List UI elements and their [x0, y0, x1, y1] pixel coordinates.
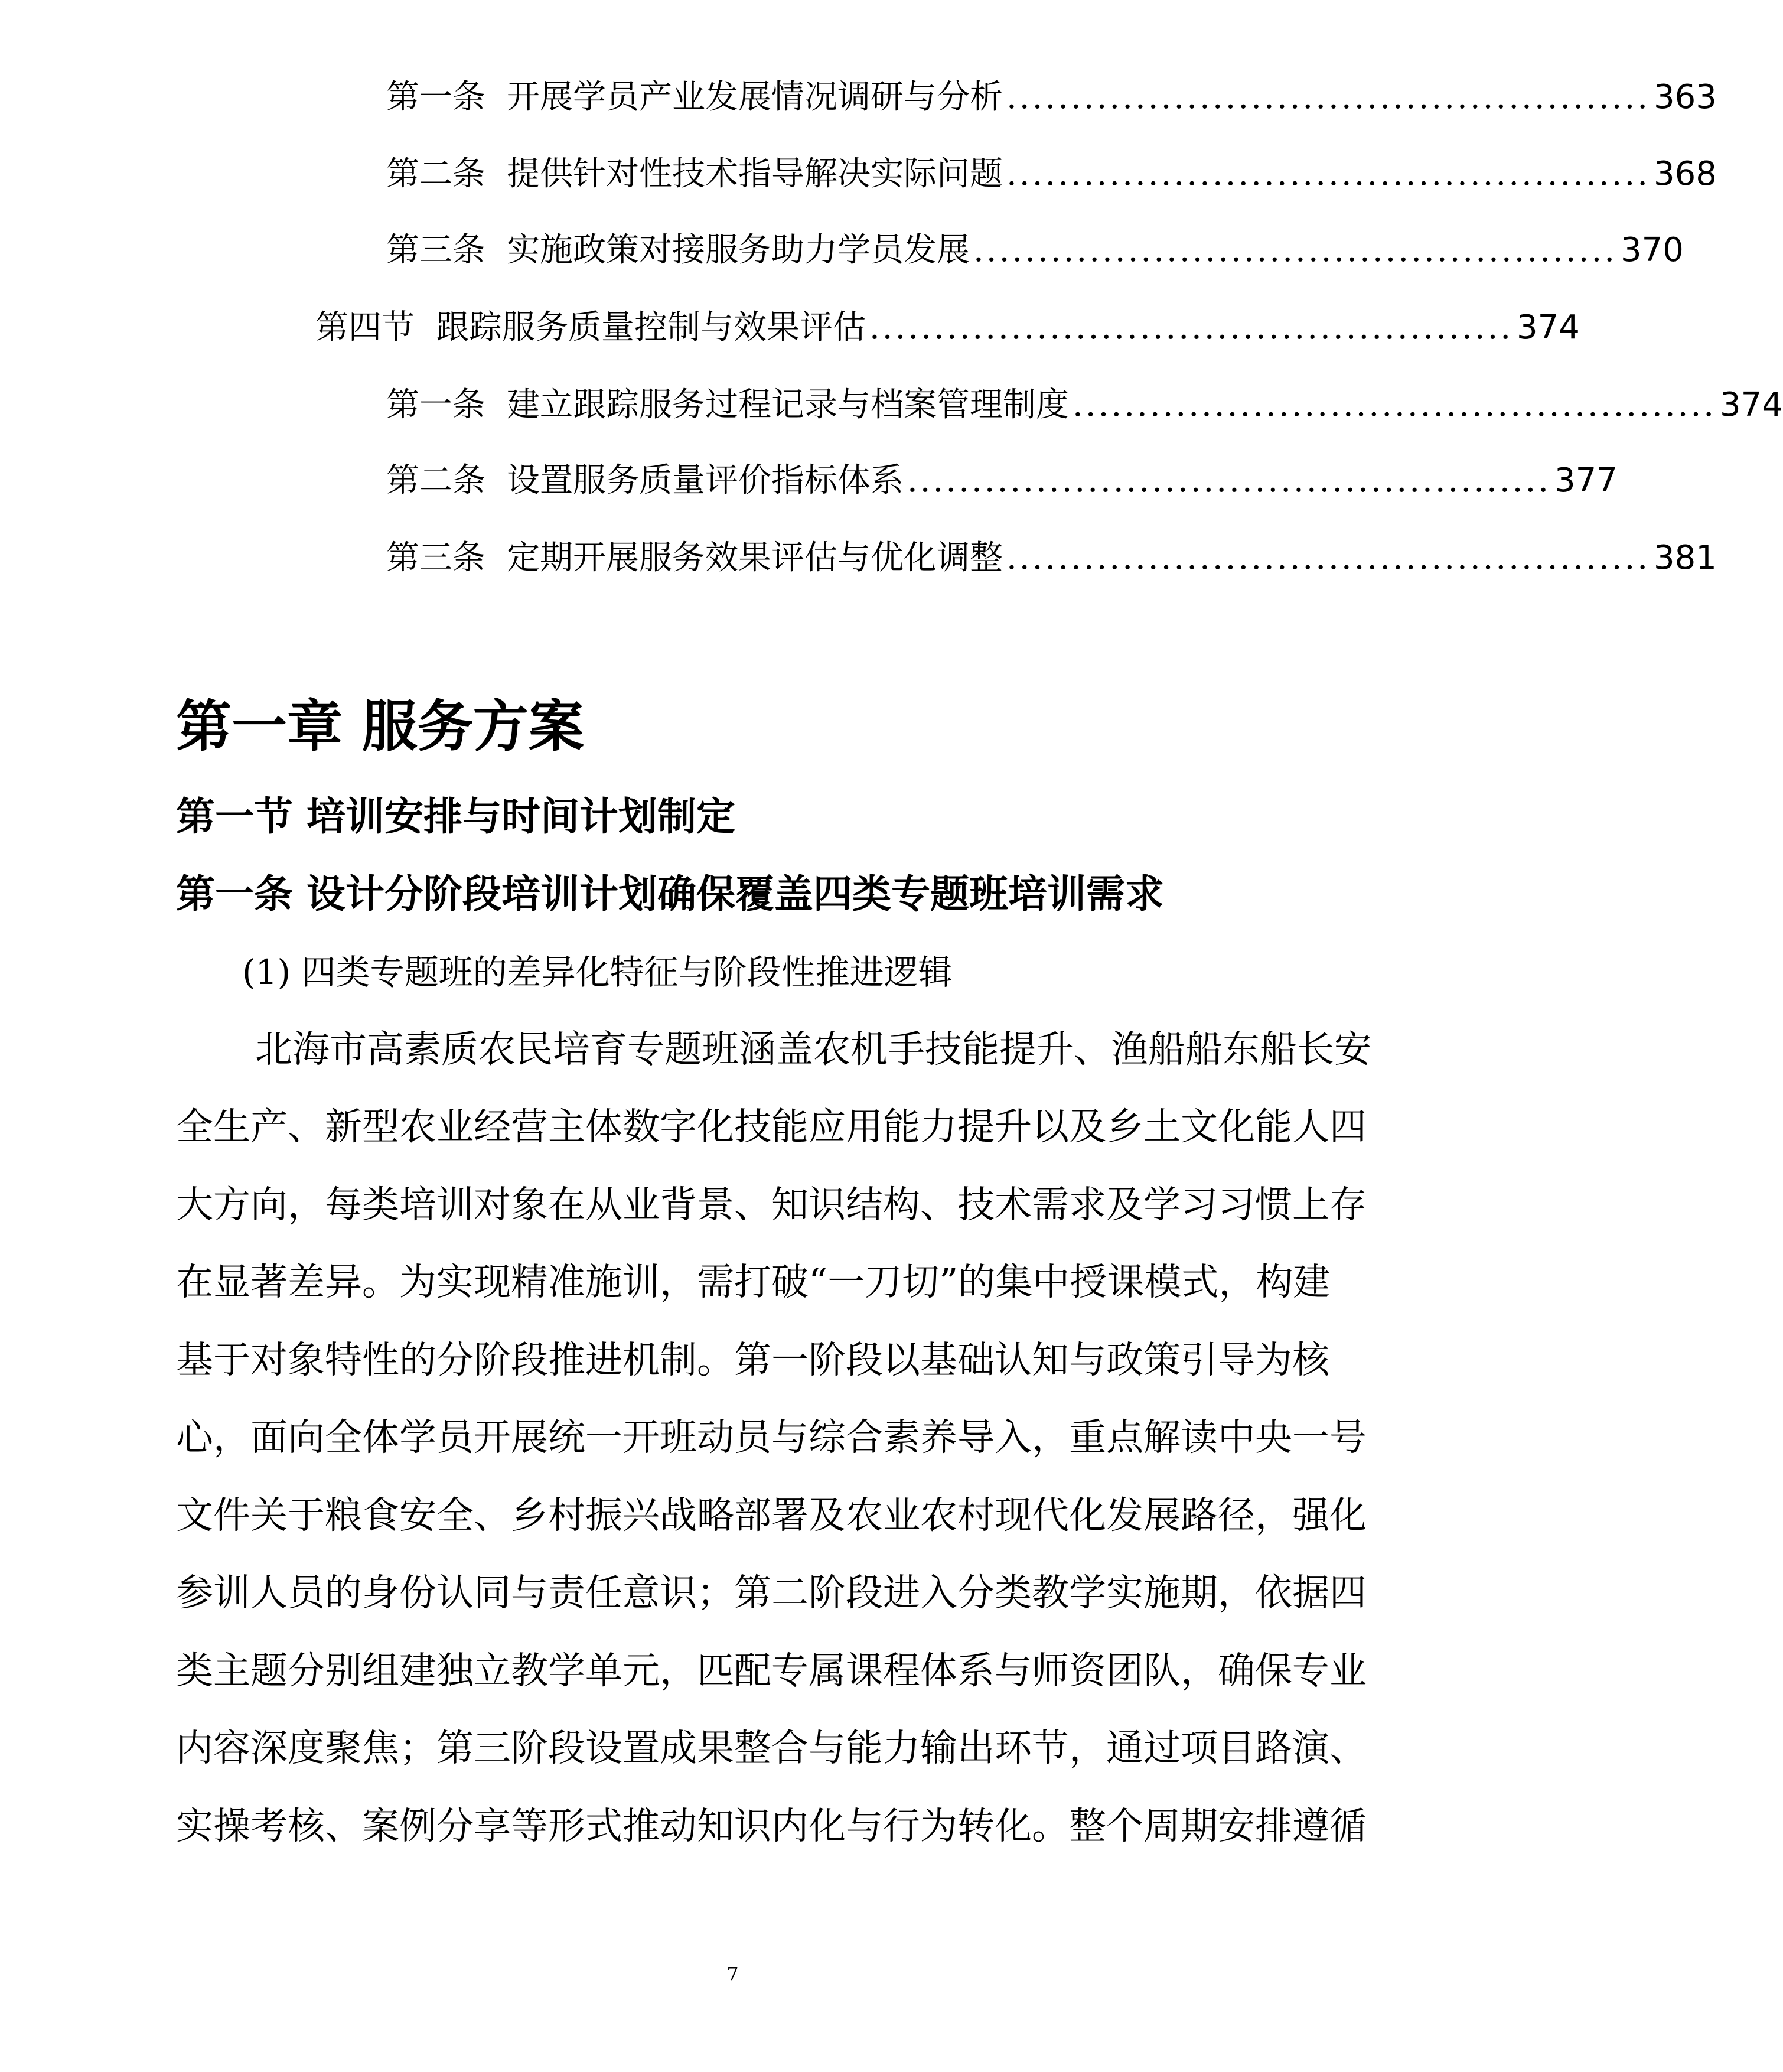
- subheading: (1) 四类专题班的差异化特征与阶段性推进逻辑: [242, 952, 953, 992]
- toc-page: 374: [1517, 308, 1580, 347]
- toc-label: 第二条: [386, 155, 485, 193]
- toc-page: 363: [1654, 78, 1717, 116]
- toc-entry[interactable]: [315, 304, 1580, 351]
- toc-label: 第三条: [386, 539, 485, 577]
- toc-title: 实施政策对接服务助力学员发展: [507, 231, 970, 269]
- section-title: 第一节 培训安排与时间计划制定: [176, 793, 735, 839]
- toc-title: 提供针对性技术指导解决实际问题: [507, 155, 1003, 193]
- toc-leader: ..................................................: [1006, 78, 1651, 116]
- chapter-title: 第一章 服务方案: [176, 694, 584, 759]
- toc-leader: ..................................................: [1006, 539, 1651, 577]
- body-line: 实操考核、案例分享等形式推动知识内化与行为转化。整个周期安排遵循: [176, 1804, 1367, 1848]
- body-line: 在显著差异。为实现精准施训，需打破“一刀切”的集中授课模式，构建: [176, 1260, 1331, 1304]
- toc-page: 381: [1654, 539, 1717, 577]
- toc-leader: ..................................................: [907, 461, 1551, 500]
- toc-label: 第三条: [386, 231, 485, 269]
- article-title: 第一条 设计分阶段培训计划确保覆盖四类专题班培训需求: [176, 871, 1164, 917]
- toc-page: 368: [1654, 155, 1717, 193]
- toc-title: 设置服务质量评价指标体系: [507, 461, 904, 500]
- toc-entry[interactable]: [386, 382, 1783, 429]
- toc-title: 跟踪服务质量控制与效果评估: [436, 308, 866, 347]
- toc-label: 第一条: [386, 78, 485, 116]
- body-line: 内容深度聚焦；第三阶段设置成果整合与能力输出环节，通过项目路演、: [176, 1726, 1367, 1770]
- toc-title: 建立跟踪服务过程记录与档案管理制度: [507, 386, 1069, 424]
- body-line: 文件关于粮食安全、乡村振兴战略部署及农业农村现代化发展路径，强化: [176, 1494, 1367, 1537]
- toc-entry[interactable]: [386, 457, 1618, 504]
- toc-page: 370: [1621, 231, 1684, 269]
- toc-title: 定期开展服务效果评估与优化调整: [507, 539, 1003, 577]
- body-line: 参训人员的身份认同与责任意识；第二阶段进入分类教学实施期，依据四: [176, 1571, 1367, 1614]
- toc-label: 第二条: [386, 461, 485, 500]
- toc-entry[interactable]: [386, 151, 1717, 198]
- toc-leader: ..................................................: [973, 231, 1618, 269]
- toc-leader: ..................................................: [1073, 386, 1717, 424]
- toc-page: 374: [1720, 386, 1783, 424]
- page-number: 7: [726, 1963, 739, 1985]
- toc-leader: ..................................................: [1006, 155, 1651, 193]
- toc-title: 开展学员产业发展情况调研与分析: [507, 78, 1003, 116]
- toc-entry[interactable]: [386, 535, 1717, 582]
- body-line: 全生产、新型农业经营主体数字化技能应用能力提升以及乡土文化能人四: [176, 1105, 1367, 1148]
- toc-entry[interactable]: [386, 74, 1717, 121]
- body-line: 北海市高素质农民培育专题班涵盖农机手技能提升、渔船船东船长安: [255, 1028, 1371, 1071]
- body-line: 基于对象特性的分阶段推进机制。第一阶段以基础认知与政策引导为核: [176, 1338, 1329, 1382]
- body-line: 类主题分别组建独立教学单元，匹配专属课程体系与师资团队，确保专业: [176, 1649, 1367, 1692]
- toc-label: 第四节: [315, 308, 415, 347]
- toc-leader: ..................................................: [869, 308, 1514, 347]
- toc-page: 377: [1554, 461, 1618, 500]
- body-line: 心，面向全体学员开展统一开班动员与综合素养导入，重点解读中央一号: [176, 1416, 1367, 1459]
- body-line: 大方向，每类培训对象在从业背景、知识结构、技术需求及学习习惯上存: [176, 1183, 1367, 1226]
- toc-entry[interactable]: [386, 227, 1684, 274]
- toc-label: 第一条: [386, 386, 485, 424]
